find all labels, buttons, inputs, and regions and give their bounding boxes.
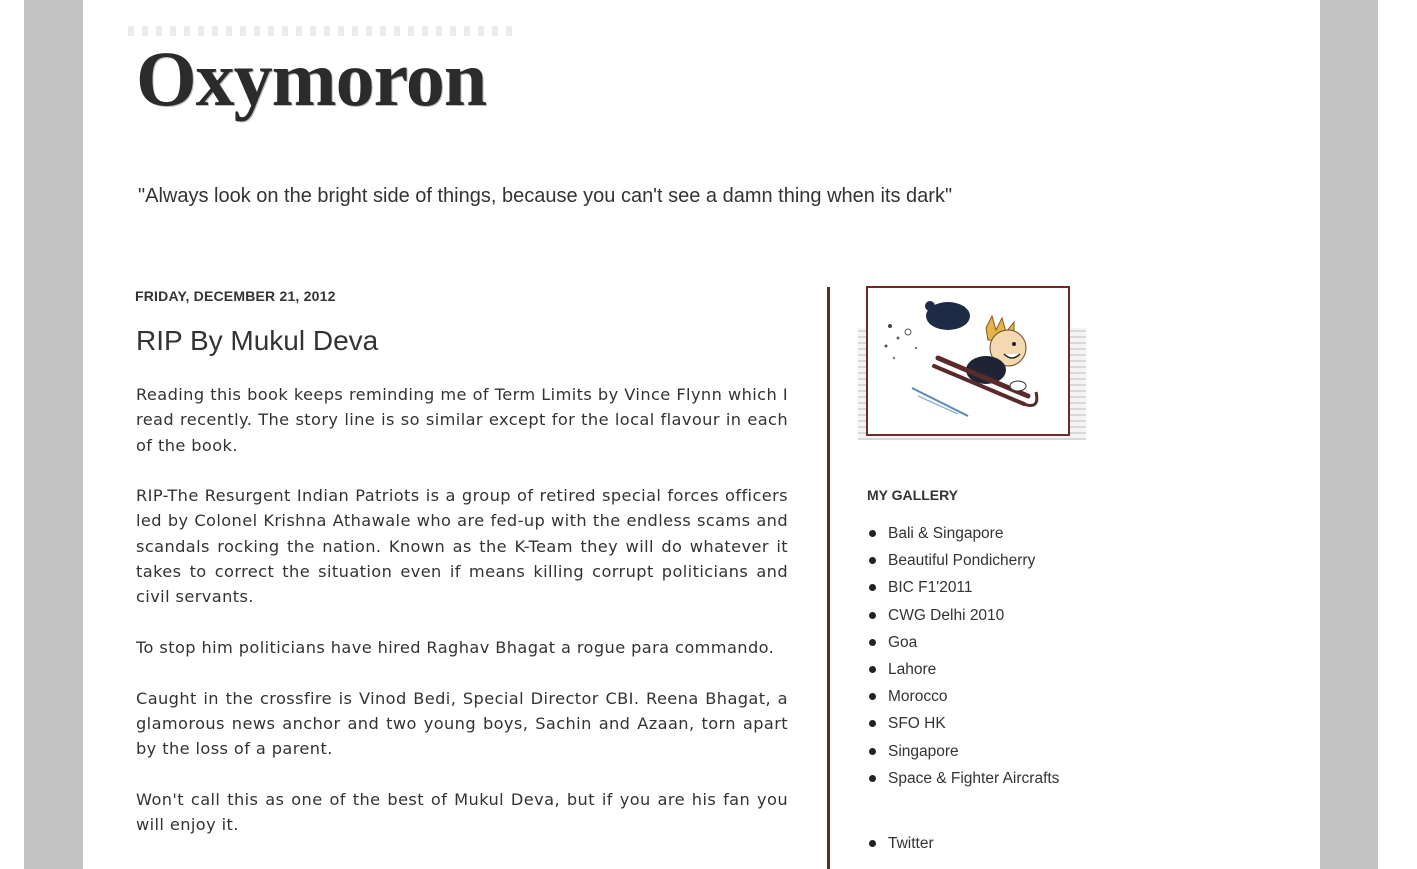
- post-paragraph: Reading this book keeps reminding me of Term Limits by Vince Flynn which I read recently. The story line is so similar except for the local flavour in each of the book.: [136, 385, 788, 455]
- gallery-link[interactable]: Space & Fighter Aircrafts: [888, 769, 1060, 787]
- bullet-icon: [869, 775, 876, 782]
- gallery-item[interactable]: [867, 520, 1059, 547]
- gallery-link[interactable]: Lahore: [888, 660, 937, 678]
- gallery-link[interactable]: BIC F1'2011: [888, 579, 973, 597]
- blog-title[interactable]: Oxymoron: [136, 35, 487, 122]
- bullet-icon: [869, 693, 876, 700]
- bullet-icon: [869, 748, 876, 755]
- twitter-item[interactable]: [867, 830, 934, 857]
- gallery-link[interactable]: Morocco: [888, 688, 948, 706]
- gallery-link[interactable]: Goa: [888, 633, 918, 651]
- bullet-icon: [869, 840, 876, 847]
- bullet-icon: [869, 584, 876, 591]
- gallery-item[interactable]: [867, 710, 1059, 737]
- bullet-icon: [869, 612, 876, 619]
- gallery-item[interactable]: [867, 683, 1059, 710]
- gallery-item[interactable]: [867, 574, 1059, 601]
- sledding-cartoon-icon: [868, 288, 1068, 434]
- gallery-title: MY GALLERY: [867, 487, 959, 503]
- gallery-list: [867, 520, 1059, 792]
- post-paragraph: RIP-The Resurgent Indian Patriots is a group of retired special forces officers led by Colonel Krishna Athawale who are fed-up with the endless scams and scandals rocking the nation. Known as the K-Team they will do whatever it takes to correct the situation even if means killing corrupt politicians and civil servants.: [136, 486, 788, 607]
- gallery-link[interactable]: Singapore: [888, 742, 959, 760]
- bullet-icon: [869, 666, 876, 673]
- profile-image[interactable]: [866, 286, 1070, 436]
- twitter-link[interactable]: Twitter: [888, 835, 934, 852]
- post-paragraph: To stop him politicians have hired Raghav Bhagat a rogue para commando.: [136, 637, 775, 657]
- bullet-icon: [869, 720, 876, 727]
- gallery-item[interactable]: [867, 765, 1059, 792]
- blog-tagline: "Always look on the bright side of things, because you can't see a damn thing when its dark": [138, 185, 953, 207]
- post-date: FRIDAY, DECEMBER 21, 2012: [135, 288, 336, 304]
- gallery-item[interactable]: [867, 602, 1059, 629]
- post-paragraph: Caught in the crossfire is Vinod Bedi, Special Director CBI. Reena Bhagat, a glamorous news anchor and two young boys, Sachin and Azaan, torn apart by the loss of a parent.: [136, 688, 788, 759]
- bullet-icon: [869, 557, 876, 564]
- gallery-item[interactable]: [867, 656, 1059, 683]
- gallery-item[interactable]: [867, 738, 1059, 765]
- post-body: [136, 382, 788, 863]
- post-paragraph: Won't call this as one of the best of Mukul Deva, but if you are his fan you will enjoy it.: [136, 789, 788, 835]
- column-divider: [827, 287, 830, 869]
- bullet-icon: [869, 530, 876, 537]
- profile-widget: [858, 286, 1086, 442]
- gallery-item[interactable]: [867, 547, 1059, 574]
- page-margin-left: [24, 0, 83, 869]
- post-title[interactable]: RIP By Mukul Deva: [136, 325, 379, 356]
- gallery-link[interactable]: CWG Delhi 2010: [888, 606, 1005, 624]
- gallery-link[interactable]: Bali & Singapore: [888, 525, 1004, 542]
- bullet-icon: [869, 639, 876, 646]
- gallery-link[interactable]: Beautiful Pondicherry: [888, 552, 1036, 570]
- gallery-link[interactable]: SFO HK: [888, 715, 946, 733]
- page-margin-right: [1320, 0, 1378, 869]
- gallery-item[interactable]: [867, 629, 1059, 656]
